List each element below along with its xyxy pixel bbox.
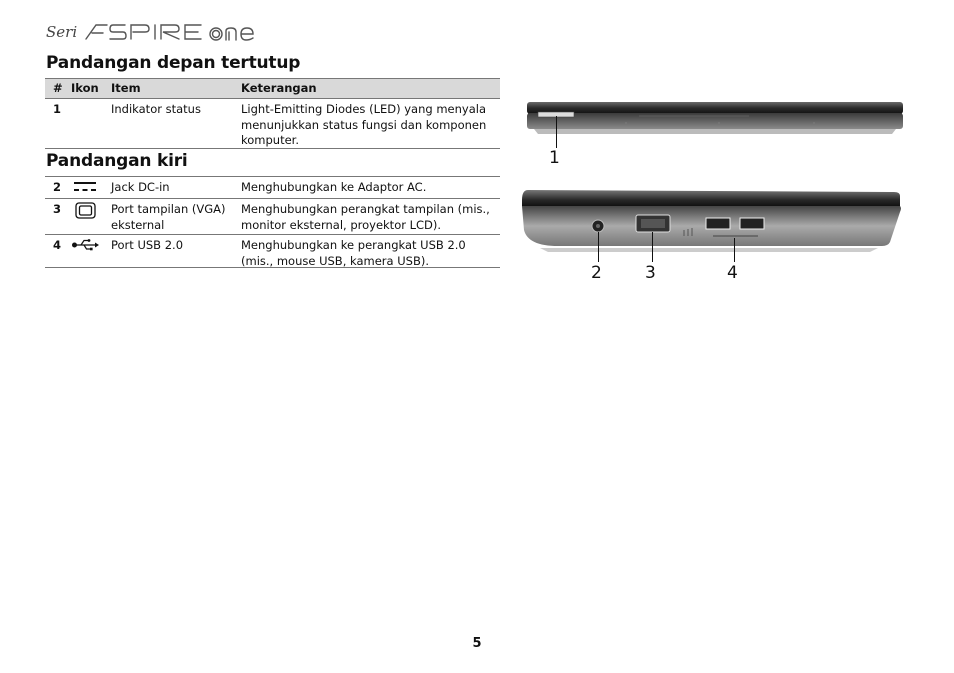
row-desc: Menghubungkan ke perangkat USB 2.0 (mis., mouse USB, kamera USB). — [241, 238, 466, 268]
row-desc: Light-Emitting Diodes (LED) yang menyala menunjukkan status fungsi dan komponen komputer. — [241, 102, 487, 147]
section-title-front: Pandangan depan tertutup — [46, 53, 301, 73]
row-desc: Menghubungkan perangkat tampilan (mis., monitor eksternal, proyektor LCD). — [241, 202, 490, 232]
laptop-lid — [522, 190, 900, 206]
usb-icon — [71, 238, 107, 252]
usb-port-2 — [740, 218, 764, 229]
aspire-one-logo-icon — [83, 21, 273, 43]
laptop-base — [527, 113, 903, 129]
table-row — [45, 99, 500, 149]
vga-port-icon — [71, 202, 107, 220]
brand-header — [46, 20, 273, 44]
table-row — [45, 199, 500, 235]
row-item: Port USB 2.0 — [111, 238, 184, 252]
series-label: Seri — [46, 23, 78, 41]
row-num: 4 — [53, 238, 62, 252]
col-header-desc: Keterangan — [241, 81, 317, 95]
laptop-shadow — [534, 129, 896, 134]
callout-2: 2 — [591, 263, 602, 283]
dc-in-icon — [71, 180, 107, 194]
left-view-laptop-illustration — [518, 184, 904, 252]
section-title-left: Pandangan kiri — [46, 151, 188, 171]
row-num: 2 — [53, 180, 62, 194]
components-table-front — [45, 78, 500, 149]
callout-1: 1 — [549, 148, 560, 168]
row-item: Indikator status — [111, 102, 201, 116]
callout-leader-2 — [598, 232, 599, 262]
components-table-left — [45, 176, 500, 268]
callout-leader-3 — [652, 232, 653, 262]
callout-4: 4 — [727, 263, 738, 283]
usb-port-1 — [706, 218, 730, 229]
row-num: 3 — [53, 202, 62, 216]
row-item: Port tampilan (VGA) eksternal — [111, 202, 226, 232]
page-number: 5 — [472, 636, 482, 651]
row-desc: Menghubungkan ke Adaptor AC. — [241, 180, 427, 194]
callout-3: 3 — [645, 263, 656, 283]
laptop-lid — [527, 102, 903, 114]
col-header-icon: Ikon — [71, 81, 99, 95]
row-num: 1 — [53, 102, 62, 116]
callout-leader-1 — [556, 116, 557, 148]
col-header-num: # — [53, 81, 63, 95]
col-header-item: Item — [111, 81, 141, 95]
table-header-row — [45, 78, 500, 99]
front-view-laptop-illustration — [524, 96, 906, 142]
table-row — [45, 177, 500, 199]
table-row — [45, 235, 500, 268]
callout-leader-4 — [734, 238, 735, 262]
row-item: Jack DC-in — [111, 180, 170, 194]
